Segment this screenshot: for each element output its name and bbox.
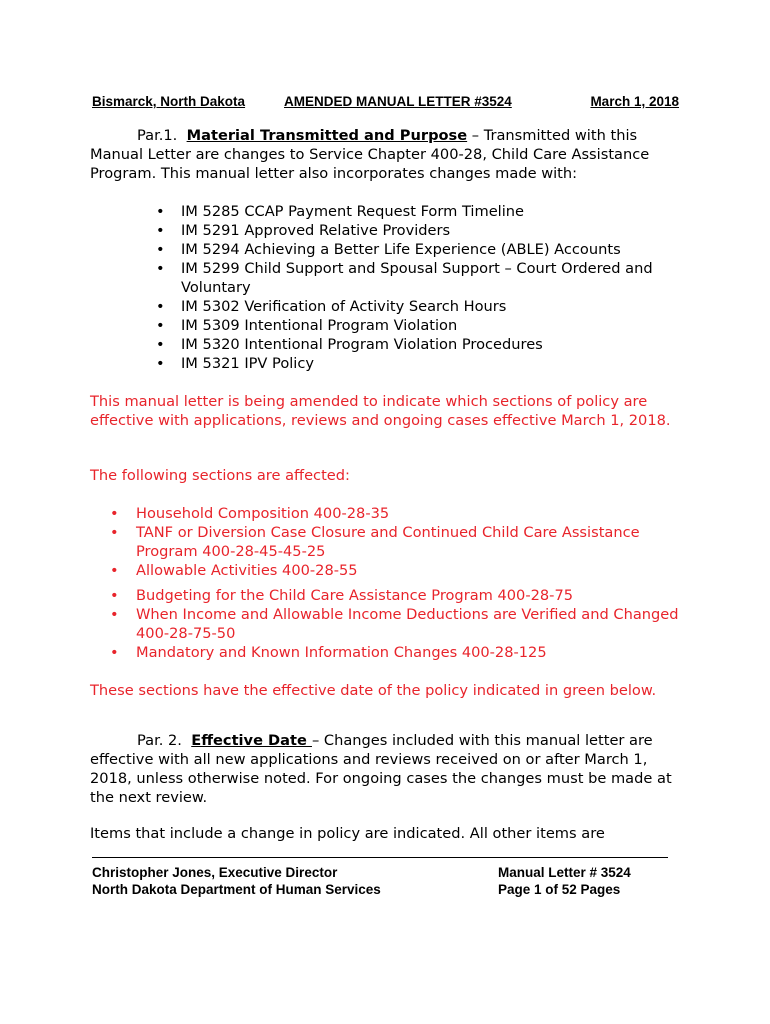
paragraph-1-heading: Material Transmitted and Purpose <box>186 127 468 144</box>
bullet-icon: • <box>156 222 165 239</box>
bullet-icon: • <box>156 336 165 353</box>
footer-page-count: Page 1 of 52 Pages <box>498 882 621 897</box>
list-item: • Budgeting for the Child Care Assistance Program 400-28-75 <box>110 587 574 604</box>
footer-divider <box>92 857 668 858</box>
bullet-icon: • <box>110 606 119 623</box>
list-item: • Household Composition 400-28-35 <box>110 505 390 522</box>
bullet-icon: • <box>110 644 119 661</box>
list-item: • Mandatory and Known Information Changes 400-28-125 <box>110 644 547 661</box>
affected-sections-list-2 <box>90 586 690 662</box>
paragraph-1-number: Par.1. <box>137 127 178 144</box>
paragraph-1 <box>90 126 690 373</box>
effective-date-note: These sections have the effective date of the policy indicated in green below. <box>90 682 657 699</box>
list-item: • IM 5309 Intentional Program Violation <box>156 317 458 334</box>
amendment-intro: This manual letter is being amended to indicate which sections of policy are effective with applications, reviews and ongoing cases effective March 1, 2018. <box>90 393 671 429</box>
list-item: • IM 5302 Verification of Activity Search Hours <box>156 298 507 315</box>
paragraph-2-body: – Changes included with this manual letter are effective with all new applications and reviews received on or after March 1, 2018, unless otherwise noted. For ongoing cases the changes must be made at the next review. <box>90 732 672 806</box>
items-note: Items that include a change in policy are indicated. All other items are <box>90 825 605 842</box>
bullet-icon: • <box>110 524 119 541</box>
page-header <box>92 94 679 110</box>
footer-signature <box>92 864 381 898</box>
list-item: • IM 5321 IPV Policy <box>156 355 315 372</box>
list-item: • When Income and Allowable Income Deductions are Verified and Changed 400-28-75-50 <box>110 606 679 642</box>
im-list <box>90 202 690 373</box>
bullet-icon: • <box>156 355 165 372</box>
paragraph-1-text <box>90 126 690 183</box>
list-item: • TANF or Diversion Case Closure and Continued Child Care Assistance Program 400-28-45-45-25 <box>110 524 640 560</box>
list-item: • IM 5320 Intentional Program Violation Procedures <box>156 336 543 353</box>
bullet-icon: • <box>156 203 165 220</box>
list-item: • IM 5299 Child Support and Spousal Support – Court Ordered and Voluntary <box>156 260 653 296</box>
list-item: • IM 5291 Approved Relative Providers <box>156 222 451 239</box>
bullet-icon: • <box>156 298 165 315</box>
footer-name: Christopher Jones, Executive Director <box>92 865 338 880</box>
bullet-icon: • <box>110 587 119 604</box>
paragraph-1-body: – Transmitted with this Manual Letter are changes to Service Chapter 400-28, Child Care Assistance Program. This manual letter also incorporates changes made with: <box>90 127 650 182</box>
bullet-icon: • <box>156 317 165 334</box>
bullet-icon: • <box>110 505 119 522</box>
paragraph-2-heading: Effective Date <box>191 732 312 749</box>
list-item: • IM 5294 Achieving a Better Life Experience (ABLE) Accounts <box>156 241 621 258</box>
header-date: March 1, 2018 <box>590 94 679 109</box>
footer-department: North Dakota Department of Human Services <box>92 882 381 897</box>
list-item: • IM 5285 CCAP Payment Request Form Timeline <box>156 203 525 220</box>
list-item: • Allowable Activities 400-28-55 <box>110 562 358 579</box>
bullet-icon: • <box>110 562 119 579</box>
paragraph-2 <box>90 731 690 807</box>
footer-manual-letter: Manual Letter # 3524 <box>498 865 631 880</box>
bullet-icon: • <box>156 241 165 258</box>
bullet-icon: • <box>156 260 165 277</box>
header-title: AMENDED MANUAL LETTER #3524 <box>284 94 512 109</box>
affected-sections-list-1 <box>90 504 690 580</box>
paragraph-2-number: Par. 2. <box>137 732 182 749</box>
header-location: Bismarck, North Dakota <box>92 94 246 109</box>
affected-sections-label: The following sections are affected: <box>90 467 350 484</box>
footer-page-info <box>498 864 631 898</box>
